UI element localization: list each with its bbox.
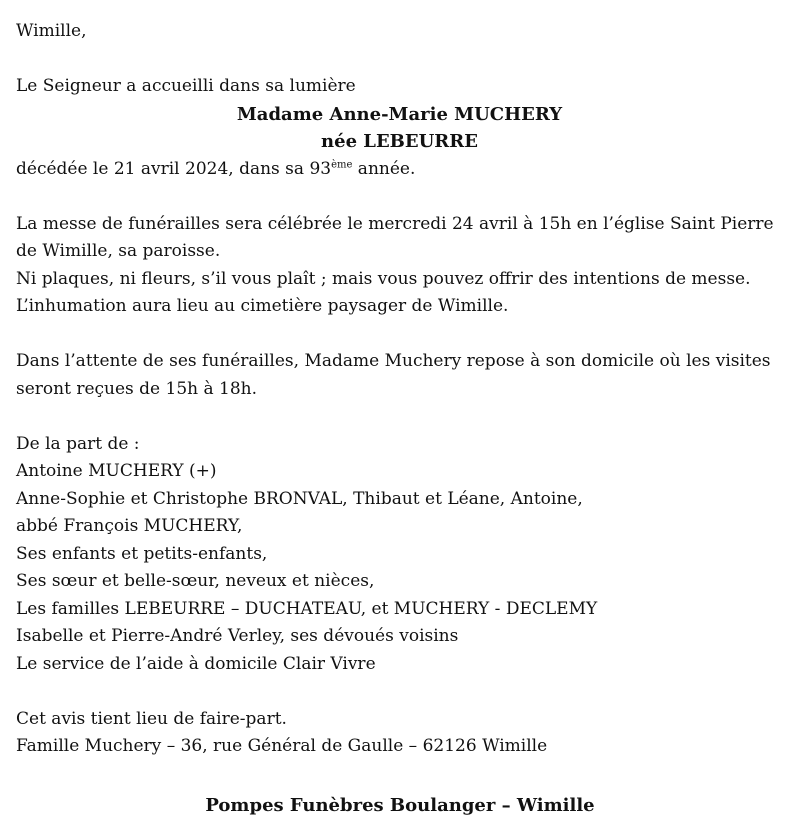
visits-line-1: Dans l’attente de ses funérailles, Madame Muchery repose à son domicile où les visites xyxy=(16,351,771,371)
funeral-line-4: L’inhumation aura lieu au cimetière paysager de Wimille. xyxy=(16,296,509,316)
funeral-line-1: La messe de funérailles sera célébrée le mercredi 24 avril à 15h en l’église Saint Pierre xyxy=(16,213,774,234)
funeral-home-footer: Pompes Funèbres Boulanger – Wimille xyxy=(205,795,595,816)
family-list-item: Ses sœur et belle-sœur, neveux et nièces, xyxy=(16,571,375,591)
death-text: décédée le 21 avril 2024, dans sa 93 xyxy=(16,158,332,179)
intro-line: Le Seigneur a accueilli dans sa lumière xyxy=(16,76,356,96)
family-list xyxy=(16,458,786,678)
family-list-item: Isabelle et Pierre-André Verley, ses dévoués voisins xyxy=(16,626,459,646)
spacer xyxy=(16,183,786,211)
family-list-item: abbé François MUCHERY, xyxy=(16,516,243,536)
spacer xyxy=(16,46,786,74)
place-line: Wimille, xyxy=(16,21,87,41)
spacer xyxy=(16,321,786,349)
maiden-name: née LEBEURRE xyxy=(321,131,478,152)
family-list-item: Antoine MUCHERY (+) xyxy=(16,461,217,481)
from-heading: De la part de : xyxy=(16,433,140,454)
family-list-item: Le service de l’aide à domicile Clair Vivre xyxy=(16,653,376,674)
obituary-notice xyxy=(16,18,786,761)
funeral-line-2: de Wimille, sa paroisse. xyxy=(16,241,221,261)
funeral-line-3: Ni plaques, ni fleurs, s’il vous plaît ; mais vous pouvez offrir des intentions de messe. xyxy=(16,268,751,289)
family-list-item: Anne-Sophie et Christophe BRONVAL, Thibaut et Léane, Antoine, xyxy=(16,488,583,509)
notice-line: Cet avis tient lieu de faire-part. xyxy=(16,708,287,729)
death-line xyxy=(16,156,786,184)
visits-line-2: seront reçues de 15h à 18h. xyxy=(16,378,258,399)
address-line: Famille Muchery – 36, rue Général de Gaulle – 62126 Wimille xyxy=(16,736,548,756)
death-text-end: année. xyxy=(352,158,416,179)
spacer xyxy=(16,403,786,431)
family-list-item: Ses enfants et petits-enfants, xyxy=(16,543,268,564)
ordinal-suffix: ème xyxy=(331,158,353,170)
spacer xyxy=(16,678,786,706)
family-list-item: Les familles LEBEURRE – DUCHATEAU, et MUCHERY - DECLEMY xyxy=(16,598,598,619)
deceased-name: Madame Anne-Marie MUCHERY xyxy=(236,103,563,125)
